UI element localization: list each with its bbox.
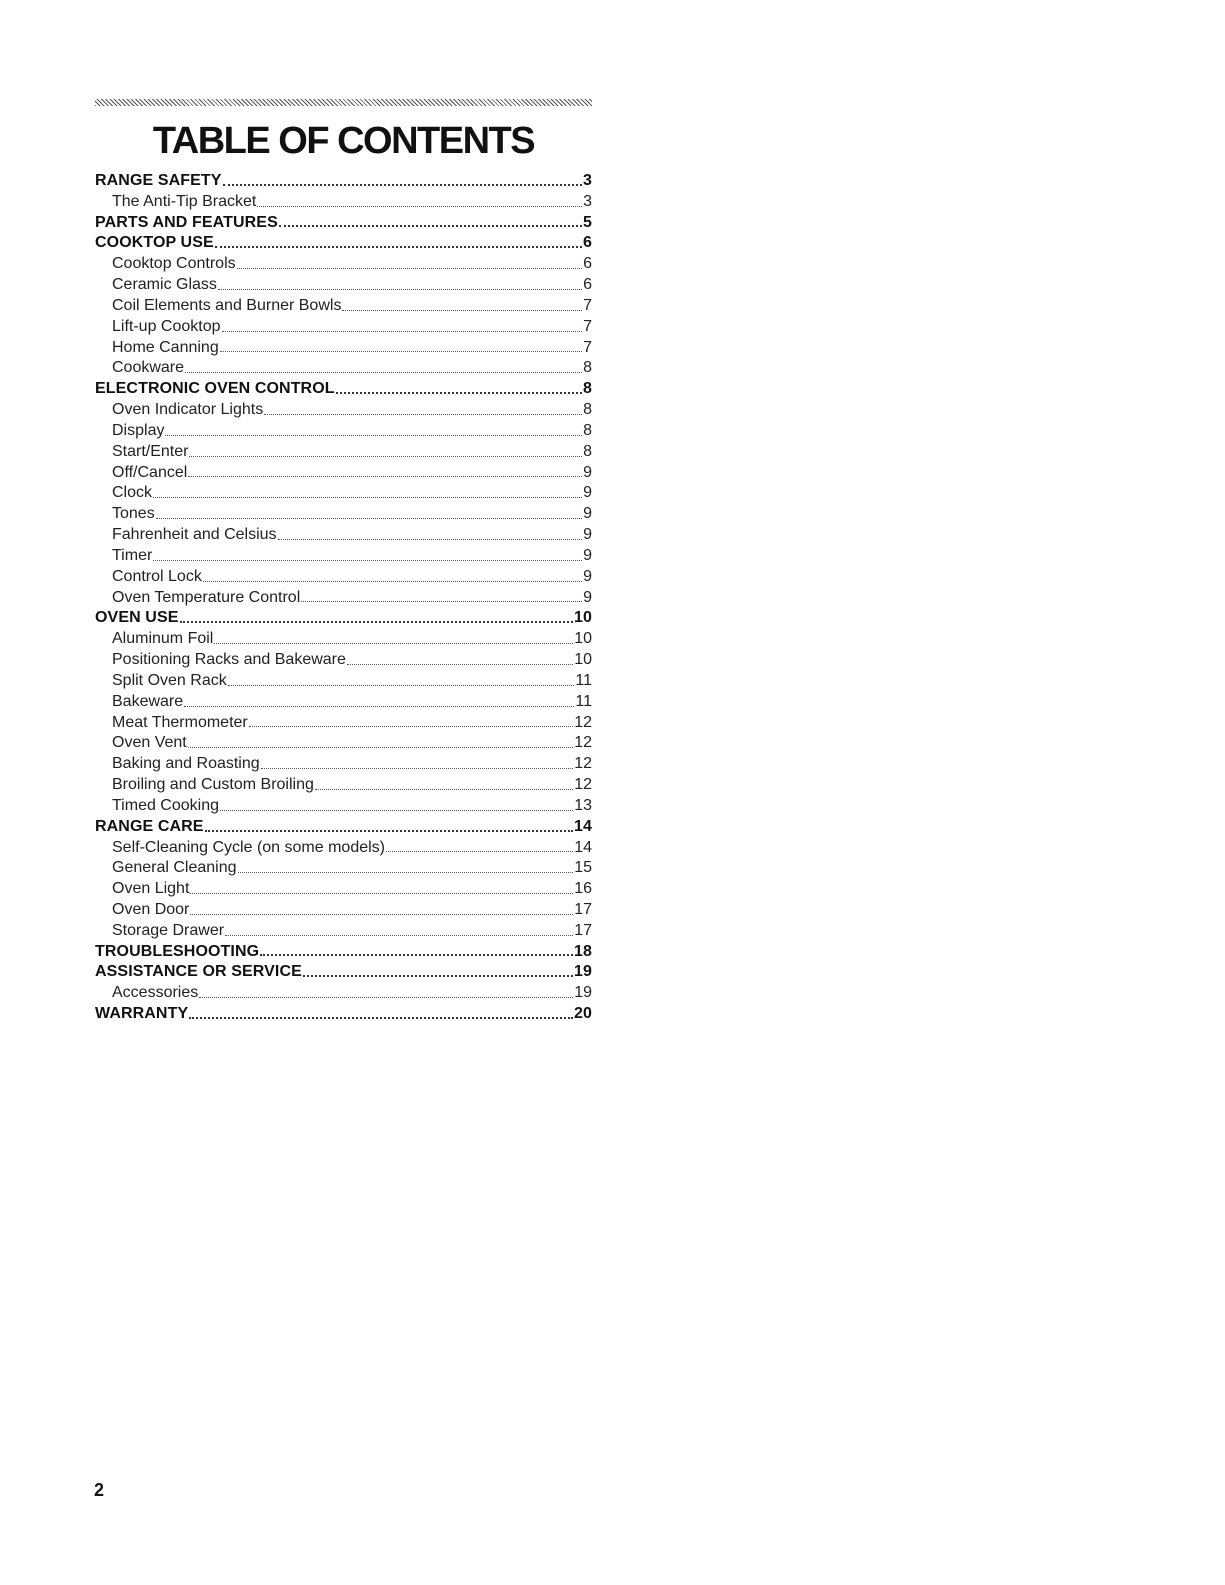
dot-leader [315, 789, 573, 790]
toc-section-entry[interactable] [95, 213, 592, 234]
toc-entry-label: COOKTOP USE [95, 234, 214, 252]
toc-subsection-entry[interactable] [95, 400, 592, 421]
dot-leader [205, 830, 573, 832]
toc-entry-label: Oven Light [112, 880, 190, 898]
toc-entry-page: 9 [583, 567, 592, 585]
toc-entry-page: 12 [574, 734, 592, 752]
toc-entry-label: Ceramic Glass [112, 276, 217, 294]
toc-entry-label: TROUBLESHOOTING [95, 942, 260, 960]
toc-subsection-entry[interactable] [95, 463, 592, 484]
dot-leader [215, 246, 582, 248]
toc-entry-page: 13 [574, 796, 592, 814]
dot-leader [203, 581, 582, 582]
dot-leader [260, 954, 573, 956]
toc-subsection-entry[interactable] [95, 567, 592, 588]
toc-entry-label: ASSISTANCE OR SERVICE [95, 963, 302, 981]
dot-leader [336, 392, 582, 394]
toc-subsection-entry[interactable] [95, 317, 592, 338]
toc-entry-label: WARRANTY [95, 1005, 189, 1023]
toc-subsection-entry[interactable] [95, 775, 592, 796]
dot-leader [223, 184, 582, 186]
toc-entry-page: 9 [583, 588, 592, 606]
page-number: 2 [94, 1480, 105, 1500]
toc-subsection-entry[interactable] [95, 650, 592, 671]
toc-entry-page: 20 [574, 1005, 592, 1023]
toc-entry-page: 9 [583, 505, 592, 523]
toc-entry-label: ELECTRONIC OVEN CONTROL [95, 380, 335, 398]
toc-entry-page: 14 [574, 838, 592, 856]
toc-entry-label: Oven Vent [112, 734, 187, 752]
toc-entry-label: Cooktop Controls [112, 255, 236, 273]
toc-entry-label: Accessories [112, 984, 199, 1002]
toc-subsection-entry[interactable] [95, 921, 592, 942]
toc-entry-page: 11 [575, 692, 592, 710]
toc-entry-label: RANGE SAFETY [95, 172, 222, 189]
toc-entry-page: 19 [574, 963, 592, 981]
toc-entry-label: Display [112, 421, 165, 439]
toc-section-entry[interactable] [95, 817, 592, 838]
toc-entry-page: 9 [583, 526, 592, 544]
toc-entry-label: Fahrenheit and Celsius [112, 526, 277, 544]
toc-section-entry[interactable] [95, 171, 592, 192]
toc-entry-page: 12 [574, 713, 592, 731]
toc-section-entry[interactable] [95, 608, 592, 629]
dot-leader [222, 331, 583, 332]
dot-leader [225, 935, 573, 936]
dot-leader [180, 621, 574, 623]
dot-leader [237, 268, 582, 269]
toc-subsection-entry[interactable] [95, 338, 592, 359]
dot-leader [218, 289, 582, 290]
toc-entry-label: Meat Thermometer [112, 713, 248, 731]
toc-entry-label: Self-Cleaning Cycle (on some models) [112, 838, 385, 856]
toc-subsection-entry[interactable] [95, 421, 592, 442]
toc-subsection-entry[interactable] [95, 754, 592, 775]
dot-leader [185, 372, 582, 373]
toc-entry-label: RANGE CARE [95, 817, 204, 835]
dot-leader [342, 310, 582, 311]
toc-entry-label: Aluminum Foil [112, 630, 214, 648]
dot-leader [199, 997, 573, 998]
toc-entry-label: General Cleaning [112, 859, 237, 877]
toc-entry-label: Clock [112, 484, 153, 502]
toc-entry-page: 5 [583, 213, 592, 231]
toc-entry-label: Off/Cancel [112, 463, 188, 481]
toc-subsection-entry[interactable] [95, 296, 592, 317]
toc-entry-label: Baking and Roasting [112, 755, 260, 773]
toc-subsection-entry[interactable] [95, 629, 592, 650]
toc-subsection-entry[interactable] [95, 504, 592, 525]
toc-entry-page: 18 [574, 942, 592, 960]
toc-entry-page: 8 [583, 421, 592, 439]
toc-entry-page: 19 [574, 984, 592, 1002]
dot-leader [188, 747, 573, 748]
dot-leader [278, 539, 583, 540]
dot-leader [220, 351, 582, 352]
toc-entry-page: 9 [583, 546, 592, 564]
toc-entry-page: 17 [574, 921, 592, 939]
toc-entry-label: OVEN USE [95, 609, 179, 627]
hatched-rule [95, 99, 592, 106]
toc-entry-page: 8 [583, 401, 592, 419]
toc-entry-label: Oven Temperature Control [112, 588, 301, 606]
toc-section-entry[interactable] [95, 942, 592, 963]
toc-subsection-entry[interactable] [95, 546, 592, 567]
toc-entry-page: 7 [583, 296, 592, 314]
toc-entry-page: 12 [574, 776, 592, 794]
dot-leader [214, 643, 573, 644]
toc-subsection-entry[interactable] [95, 525, 592, 546]
dot-leader [189, 456, 582, 457]
dot-leader [156, 518, 582, 519]
toc-entry-page: 6 [583, 234, 592, 252]
dot-leader [238, 872, 574, 873]
dot-leader [220, 810, 573, 811]
toc-entry-label: The Anti-Tip Bracket [112, 192, 257, 210]
toc-entry-page: 7 [583, 338, 592, 356]
toc-entry-page: 9 [583, 463, 592, 481]
toc-subsection-entry[interactable] [95, 838, 592, 859]
dot-leader [190, 914, 573, 915]
toc-subsection-entry[interactable] [95, 879, 592, 900]
toc-subsection-entry[interactable] [95, 192, 592, 213]
toc-entry-page: 3 [583, 192, 592, 210]
toc-entry-label: Positioning Racks and Bakeware [112, 651, 346, 669]
toc-entry-page: 3 [583, 172, 592, 189]
toc-entry-page: 10 [574, 651, 592, 669]
dot-leader [190, 893, 573, 894]
toc-subsection-entry[interactable] [95, 442, 592, 463]
toc-entry-page: 12 [574, 755, 592, 773]
toc-entry-label: Tones [112, 505, 155, 523]
dot-leader [188, 476, 582, 477]
toc-entry-label: Lift-up Cooktop [112, 317, 221, 335]
toc-subsection-entry[interactable] [95, 796, 592, 817]
toc-entry-page: 9 [583, 484, 592, 502]
toc-entry-label: Timed Cooking [112, 796, 220, 814]
dot-leader [153, 560, 582, 561]
toc-section-entry[interactable] [95, 379, 592, 400]
dot-leader [261, 768, 574, 769]
dot-leader [264, 414, 582, 415]
table-of-contents [95, 171, 592, 1025]
dot-leader [228, 685, 575, 686]
page-title: TABLE OF CONTENTS [152, 120, 535, 162]
toc-entry-page: 8 [583, 359, 592, 377]
dot-leader [184, 706, 574, 707]
toc-subsection-entry[interactable] [95, 713, 592, 734]
toc-entry-page: 14 [574, 817, 592, 835]
toc-entry-page: 8 [583, 380, 592, 398]
dot-leader [301, 601, 582, 602]
toc-entry-label: Storage Drawer [112, 921, 225, 939]
toc-subsection-entry[interactable] [95, 358, 592, 379]
toc-entry-page: 6 [583, 276, 592, 294]
toc-entry-label: Coil Elements and Burner Bowls [112, 296, 342, 314]
toc-entry-page: 17 [574, 900, 592, 918]
toc-subsection-entry[interactable] [95, 254, 592, 275]
toc-entry-label: Broiling and Custom Broiling [112, 776, 314, 794]
toc-entry-page: 10 [574, 630, 592, 648]
toc-entry-label: Cookware [112, 359, 185, 377]
dot-leader [153, 497, 582, 498]
toc-entry-label: Timer [112, 546, 153, 564]
dot-leader [386, 851, 573, 852]
toc-entry-page: 6 [583, 255, 592, 273]
dot-leader [279, 225, 582, 227]
toc-section-entry[interactable] [95, 233, 592, 254]
toc-section-entry[interactable] [95, 1004, 592, 1025]
toc-subsection-entry[interactable] [95, 671, 592, 692]
toc-entry-page: 15 [574, 859, 592, 877]
toc-subsection-entry[interactable] [95, 733, 592, 754]
toc-entry-label: Home Canning [112, 338, 219, 356]
toc-entry-page: 11 [575, 671, 592, 689]
toc-entry-page: 8 [583, 442, 592, 460]
toc-section-entry[interactable] [95, 962, 592, 983]
toc-entry-page: 7 [583, 317, 592, 335]
toc-subsection-entry[interactable] [95, 588, 592, 609]
dot-leader [165, 435, 582, 436]
toc-entry-page: 10 [574, 609, 592, 627]
toc-entry-page: 16 [574, 880, 592, 898]
toc-entry-label: PARTS AND FEATURES [95, 213, 278, 231]
toc-entry-label: Oven Indicator Lights [112, 401, 264, 419]
toc-subsection-entry[interactable] [95, 858, 592, 879]
toc-subsection-entry[interactable] [95, 983, 592, 1004]
dot-leader [347, 664, 573, 665]
toc-subsection-entry[interactable] [95, 275, 592, 296]
toc-entry-label: Bakeware [112, 692, 184, 710]
toc-entry-label: Start/Enter [112, 442, 189, 460]
dot-leader [257, 206, 582, 207]
toc-subsection-entry[interactable] [95, 483, 592, 504]
toc-entry-label: Control Lock [112, 567, 202, 585]
dot-leader [249, 726, 573, 727]
toc-entry-label: Oven Door [112, 900, 190, 918]
dot-leader [303, 975, 573, 977]
toc-entry-label: Split Oven Rack [112, 671, 227, 689]
toc-subsection-entry[interactable] [95, 900, 592, 921]
toc-subsection-entry[interactable] [95, 692, 592, 713]
dot-leader [189, 1017, 573, 1019]
